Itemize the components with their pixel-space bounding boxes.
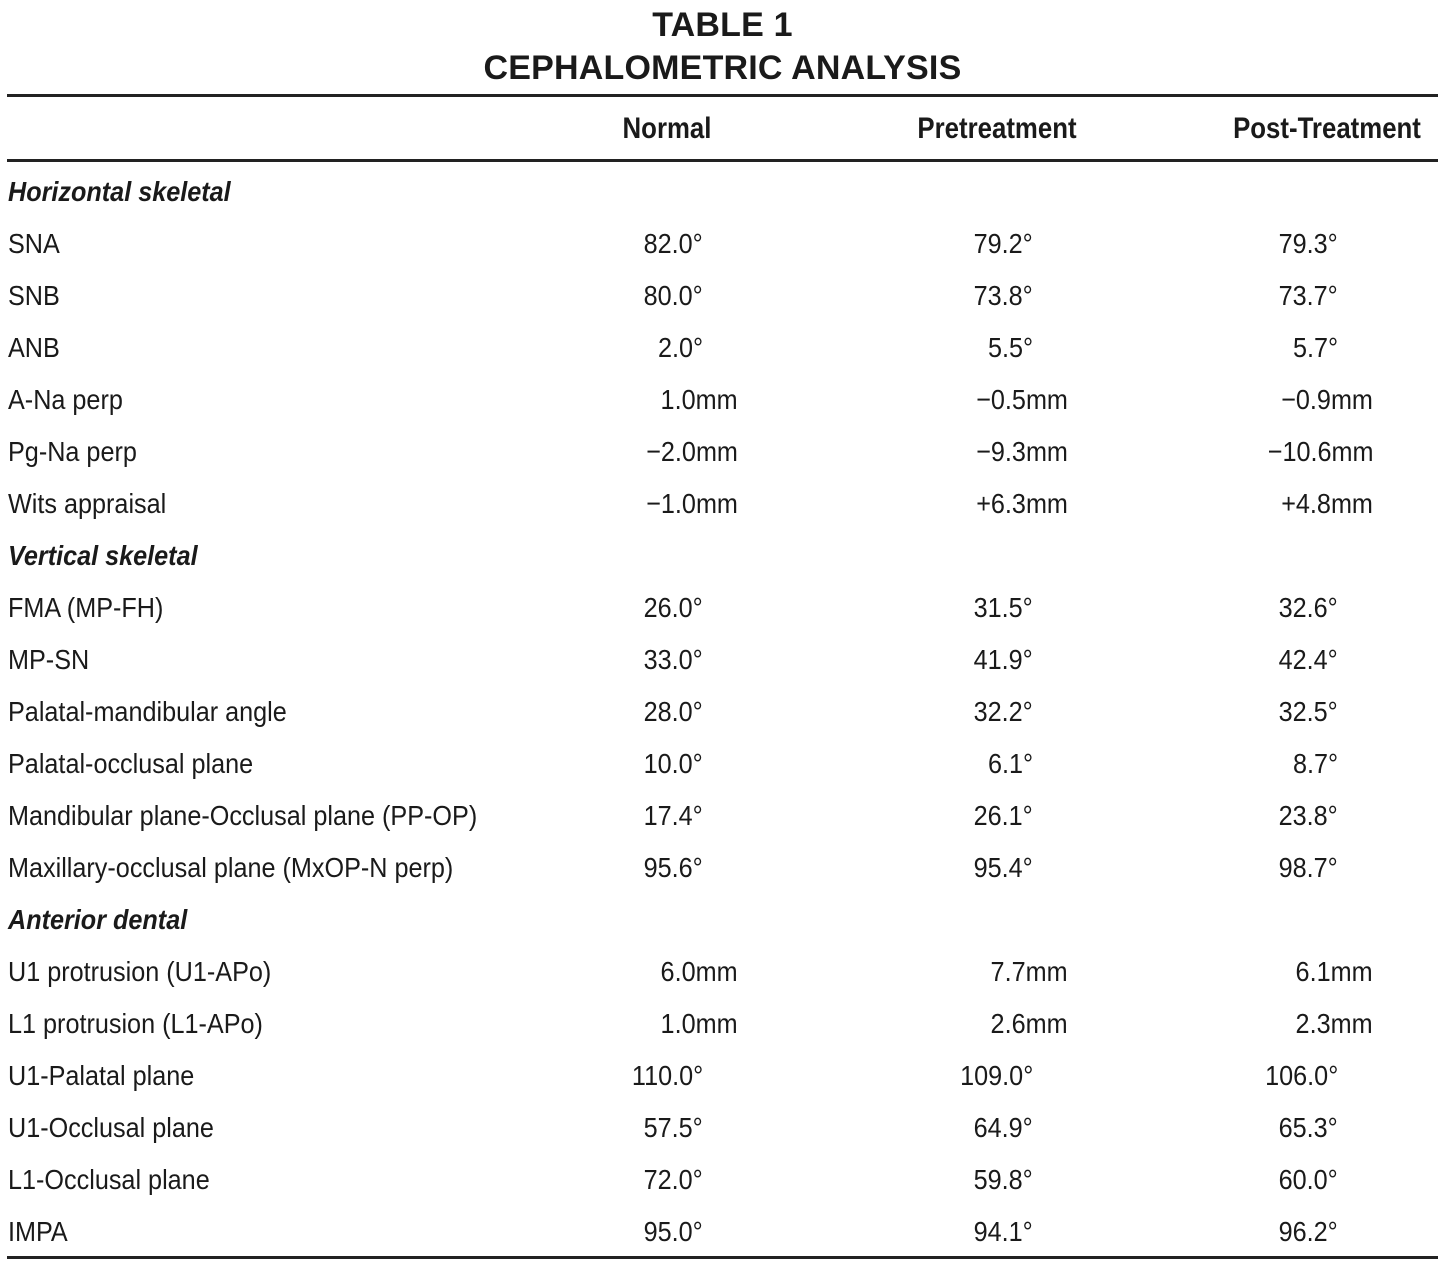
value-text: 41.9°	[973, 644, 1033, 675]
value-text: 60.0°	[1278, 1164, 1338, 1195]
table-row	[0, 374, 1445, 426]
table-row	[0, 1050, 1445, 1102]
value-text: 31.5°	[973, 592, 1033, 623]
value-text: 57.5°	[643, 1112, 703, 1143]
table-row	[0, 1102, 1445, 1154]
table-row	[0, 686, 1445, 738]
value-text: 33.0°	[643, 644, 703, 675]
value-text: −1.0mm	[646, 488, 738, 519]
value-text: 1.0mm	[660, 1008, 738, 1039]
column-header-pretreatment: Pretreatment	[917, 112, 1077, 145]
value-text: 42.4°	[1278, 644, 1338, 675]
value-text: 94.1°	[973, 1216, 1033, 1247]
table-row	[0, 582, 1445, 634]
row-label: Wits appraisal	[8, 488, 167, 519]
section-heading: Horizontal skeletal	[8, 176, 231, 207]
section-row	[0, 894, 1445, 946]
row-label: Palatal-mandibular angle	[8, 696, 287, 727]
value-text: 98.7°	[1278, 852, 1338, 883]
column-header-normal: Normal	[622, 112, 712, 145]
bottom-rule	[7, 1256, 1438, 1259]
table-caption: CEPHALOMETRIC ANALYSIS	[483, 49, 962, 87]
section-row	[0, 530, 1445, 582]
column-header-post-treatment: Post-Treatment	[1233, 112, 1421, 145]
row-label: FMA (MP-FH)	[8, 592, 164, 623]
section-row	[0, 166, 1445, 218]
value-text: 95.0°	[643, 1216, 703, 1247]
value-text: 23.8°	[1278, 800, 1338, 831]
value-text: 64.9°	[973, 1112, 1033, 1143]
table-body	[0, 166, 1445, 1258]
value-text: −0.9mm	[1281, 384, 1373, 415]
value-text: 2.0°	[657, 332, 703, 363]
table-row	[0, 322, 1445, 374]
table-row	[0, 738, 1445, 790]
value-text: 6.1mm	[1295, 956, 1373, 987]
table-row	[0, 946, 1445, 998]
row-label: Pg-Na perp	[8, 436, 137, 467]
value-text: 59.8°	[973, 1164, 1033, 1195]
value-text: 2.6mm	[990, 1008, 1068, 1039]
value-text: +6.3mm	[976, 488, 1068, 519]
value-text: 2.3mm	[1295, 1008, 1373, 1039]
value-text: 95.4°	[973, 852, 1033, 883]
value-text: 72.0°	[643, 1164, 703, 1195]
value-text: 6.0mm	[660, 956, 738, 987]
top-rule	[7, 94, 1438, 97]
row-label: L1-Occlusal plane	[8, 1164, 210, 1195]
value-text: 96.2°	[1278, 1216, 1338, 1247]
row-label: MP-SN	[8, 644, 90, 675]
value-text: 5.7°	[1292, 332, 1338, 363]
value-text: 26.1°	[973, 800, 1033, 831]
row-label: U1-Occlusal plane	[8, 1112, 214, 1143]
value-text: 5.5°	[987, 332, 1033, 363]
row-label: Mandibular plane-Occlusal plane (PP-OP)	[8, 800, 478, 831]
column-headers	[0, 104, 1445, 154]
value-text: 8.7°	[1292, 748, 1338, 779]
table-row	[0, 426, 1445, 478]
value-text: 65.3°	[1278, 1112, 1338, 1143]
table-row	[0, 998, 1445, 1050]
value-text: 1.0mm	[660, 384, 738, 415]
table-row	[0, 842, 1445, 894]
value-text: 32.2°	[973, 696, 1033, 727]
row-label: A-Na perp	[8, 384, 123, 415]
row-label: L1 protrusion (L1-APo)	[8, 1008, 263, 1039]
row-label: U1-Palatal plane	[8, 1060, 195, 1091]
value-text: −9.3mm	[976, 436, 1068, 467]
value-text: 95.6°	[643, 852, 703, 883]
value-text: 7.7mm	[990, 956, 1068, 987]
value-text: 109.0°	[959, 1060, 1033, 1091]
value-text: 28.0°	[643, 696, 703, 727]
value-text: 32.6°	[1278, 592, 1338, 623]
table-row	[0, 270, 1445, 322]
value-text: 82.0°	[643, 228, 703, 259]
table-row	[0, 1154, 1445, 1206]
table-row	[0, 218, 1445, 270]
value-text: −10.6mm	[1267, 436, 1373, 467]
section-heading: Anterior dental	[8, 904, 188, 935]
value-text: 17.4°	[643, 800, 703, 831]
row-label: SNB	[8, 280, 60, 311]
value-text: −2.0mm	[646, 436, 738, 467]
value-text: 10.0°	[643, 748, 703, 779]
table-number: TABLE 1	[652, 6, 793, 44]
table-row	[0, 1206, 1445, 1258]
row-label: Maxillary-occlusal plane (MxOP-N perp)	[8, 852, 454, 883]
value-text: 73.8°	[973, 280, 1033, 311]
row-label: IMPA	[8, 1216, 68, 1247]
row-label: ANB	[8, 332, 60, 363]
table-row	[0, 478, 1445, 530]
section-heading: Vertical skeletal	[8, 540, 198, 571]
value-text: 73.7°	[1278, 280, 1338, 311]
value-text: −0.5mm	[976, 384, 1068, 415]
value-text: 106.0°	[1264, 1060, 1338, 1091]
value-text: 32.5°	[1278, 696, 1338, 727]
row-label: U1 protrusion (U1-APo)	[8, 956, 272, 987]
value-text: +4.8mm	[1281, 488, 1373, 519]
value-text: 79.3°	[1278, 228, 1338, 259]
value-text: 79.2°	[973, 228, 1033, 259]
value-text: 6.1°	[987, 748, 1033, 779]
table-title	[0, 4, 1445, 90]
value-text: 110.0°	[631, 1060, 703, 1091]
header-rule	[7, 159, 1438, 162]
value-text: 26.0°	[643, 592, 703, 623]
row-label: Palatal-occlusal plane	[8, 748, 254, 779]
row-label: SNA	[8, 228, 60, 259]
value-text: 80.0°	[643, 280, 703, 311]
table-row	[0, 790, 1445, 842]
table-row	[0, 634, 1445, 686]
